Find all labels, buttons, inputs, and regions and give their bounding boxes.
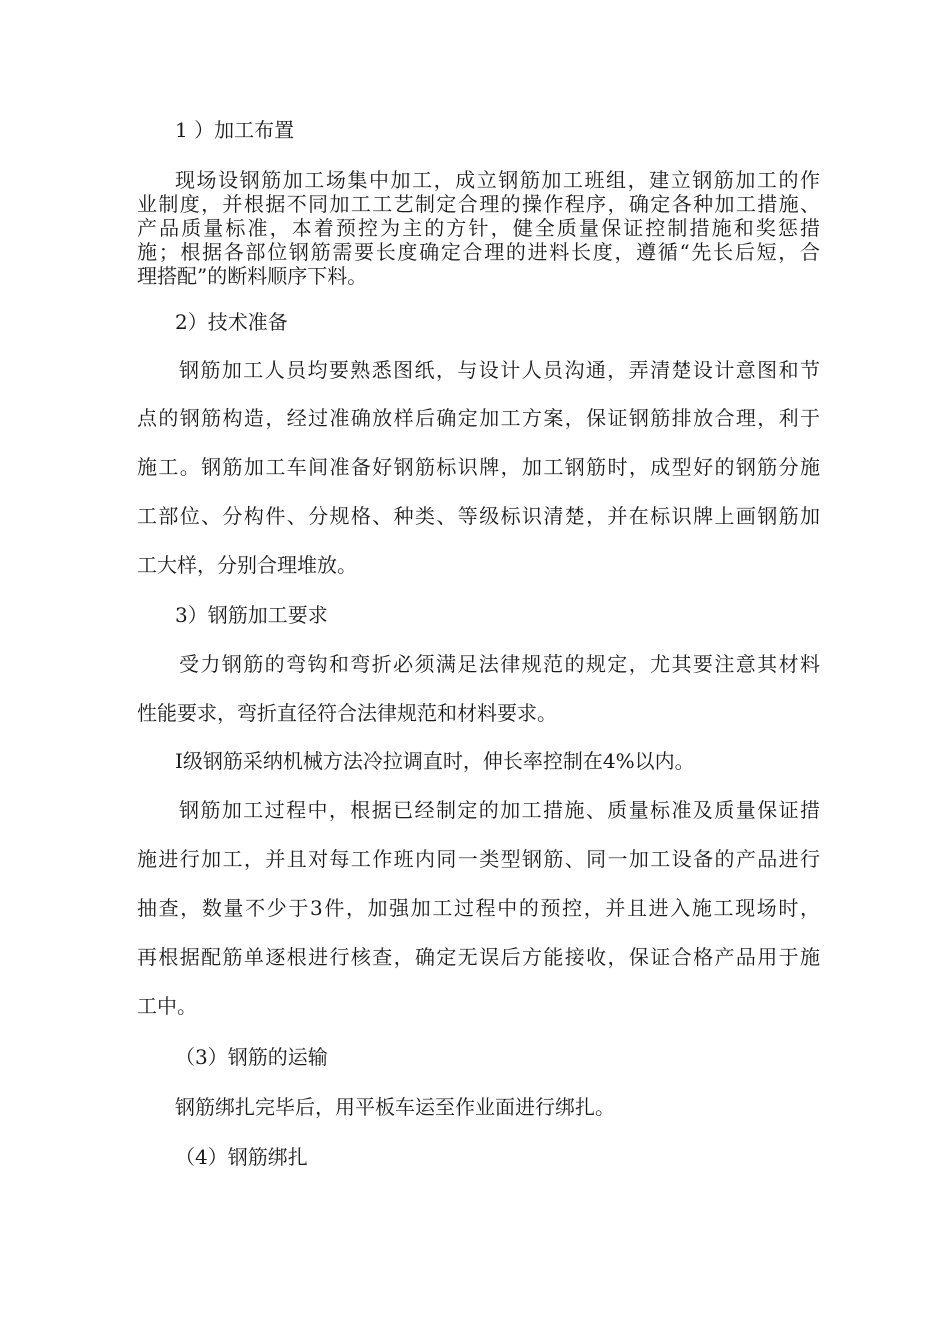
section-heading: 3）钢筋加工要求 xyxy=(175,603,328,627)
paragraph-line: 施工。钢筋加工车间准备好钢筋标识牌，加工钢筋时，成型好的钢筋分施 xyxy=(137,455,820,479)
paragraph-line: 工部位、分构件、分规格、种类、等级标识清楚，并在标识牌上画钢筋加 xyxy=(137,504,820,528)
section-heading: （4）钢筋绑扎 xyxy=(175,1145,308,1169)
paragraph-line: 施进行加工，并且对每工作班内同一类型钢筋、同一加工设备的产品进行 xyxy=(137,847,820,871)
paragraph-line: 理搭配”的断料顺序下料。 xyxy=(137,264,368,288)
paragraph-line: 钢筋绑扎完毕后，用平板车运至作业面进行绑扎。 xyxy=(175,1095,615,1119)
paragraph-line: 抽查，数量不少于3件，加强加工过程中的预控，并且进入施工现场时， xyxy=(137,896,820,920)
section-heading: 2）技术准备 xyxy=(175,310,288,334)
section-heading: （3）钢筋的运输 xyxy=(175,1045,328,1069)
paragraph-line: 点的钢筋构造，经过准确放样后确定加工方案，保证钢筋排放合理，利于 xyxy=(137,406,820,430)
paragraph-line: Ⅰ级钢筋采纳机械方法冷拉调直时，伸长率控制在4%以内。 xyxy=(175,749,695,773)
paragraph-line: 钢筋加工过程中，根据已经制定的加工措施、质量标准及质量保证措 xyxy=(179,798,820,822)
paragraph-line: 工中。 xyxy=(137,994,197,1018)
paragraph-line: 业制度，并根据不同加工工艺制定合理的操作程序，确定各种加工措施、 xyxy=(137,192,820,216)
paragraph-line: 现场设钢筋加工场集中加工，成立钢筋加工班组，建立钢筋加工的作 xyxy=(175,168,820,192)
paragraph-line: 再根据配筋单逐根进行核查，确定无误后方能接收，保证合格产品用于施 xyxy=(137,945,820,969)
paragraph-line: 工大样，分别合理堆放。 xyxy=(137,553,357,577)
paragraph-line: 产品质量标准，本着预控为主的方针，健全质量保证控制措施和奖惩措 xyxy=(137,216,820,240)
paragraph-line: 性能要求，弯折直径符合法律规范和材料要求。 xyxy=(137,701,557,725)
section-heading: 1 ）加工布置 xyxy=(175,118,295,142)
paragraph-line: 钢筋加工人员均要熟悉图纸，与设计人员沟通，弄清楚设计意图和节 xyxy=(179,358,820,382)
paragraph-line: 施；根据各部位钢筋需要长度确定合理的进料长度，遵循“先长后短，合 xyxy=(137,240,820,264)
paragraph-line: 受力钢筋的弯钩和弯折必须满足法律规范的规定，尤其要注意其材料 xyxy=(179,652,820,676)
